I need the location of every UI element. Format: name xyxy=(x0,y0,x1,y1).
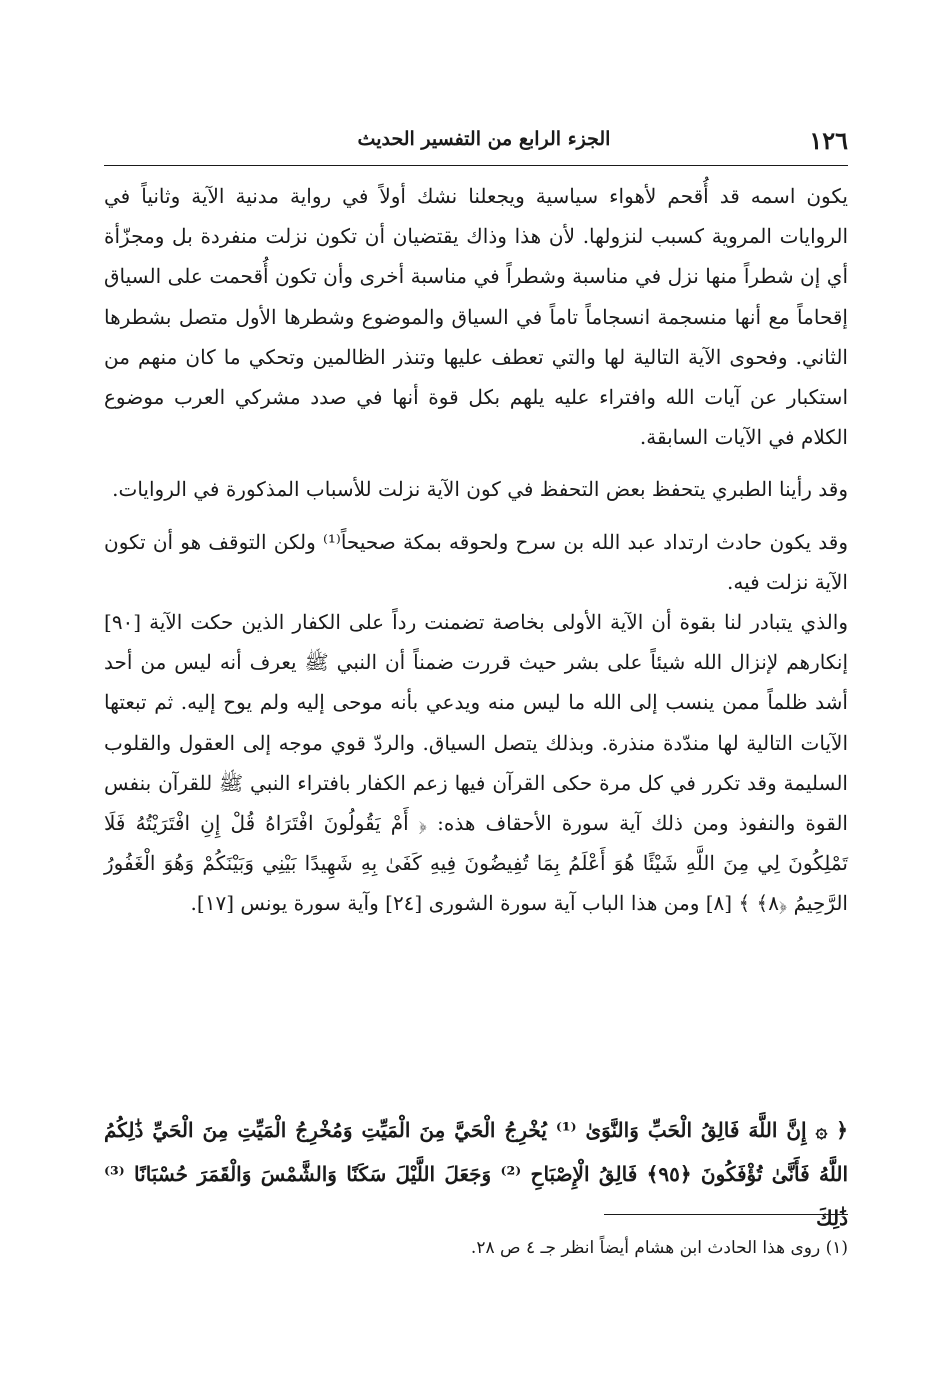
main-text xyxy=(104,176,848,924)
footnote-divider xyxy=(604,1214,848,1215)
quran-verse-block xyxy=(104,1108,848,1240)
paragraph-2: وقد رأينا الطبري يتحفظ بعض التحفظ في كون الآية نزلت للأسباب المذكورة في الروايات. xyxy=(112,477,848,502)
paragraph-3: وقد يكون حادث ارتداد عبد الله بن سرح ولحوقه بمكة صحيحاً⁽¹⁾ ولكن التوقف هو أن تكون الآية نزلت فيه. xyxy=(104,529,849,594)
page-header xyxy=(104,124,848,168)
header-divider xyxy=(104,165,848,166)
page-number: ١٢٦ xyxy=(809,126,848,155)
running-title: الجزء الرابع من التفسير الحديث xyxy=(357,128,611,150)
paragraph-1: يكون اسمه قد أُقحم لأهواء سياسية ويجعلنا نشك أولاً في رواية مدنية الآية وثانياً في الروايات المروية كسبب لنزولها. لأن هذا وذاك يقتضيان أن تكون نزلت منفردة بل ومجزّأة أي إن شطراً منها نزل في مناسبة وشطراً في مناسبة أخرى وأن تكون أُقحمت على السياق إقحاماً مع أنها منسجمة انسجاماً تاماً في السياق والموضوع وشطرها الأول متصل بشطرها الثاني. وفحوى الآية التالية لها والتي تعطف عليها وتنذر الظالمين وتحكي ما كان منهم من استكبار عن آيات الله وافتراء عليه يلهم بكل قوة أنها في صدد مشركي العرب موضوع الكلام في الآيات السابقة. xyxy=(104,184,848,450)
footnotes xyxy=(104,1234,848,1262)
paragraph-4: والذي يتبادر لنا بقوة أن الآية الأولى بخاصة تضمنت رداً على الكفار الذين حكت الآية [٩٠] إنكارهم لإنزال الله شيئاً على بشر حيث قررت ضمناً أن النبي ﷺ يعرف أنه ليس من أحد أشد ظلماً ممن ينسب إلى الله ما ليس منه ويدعي بأنه موحى إليه ولم يوح إليه. ثم تبعتها الآيات التالية لها مندّدة منذرة. وبذلك يتصل السياق. والردّ قوي موجه إلى العقول والقلوب السليمة وقد تكرر في كل مرة حكى القرآن فيها زعم الكفار بافتراء النبي ﷺ للقرآن بنفس القوة والنفوذ ومن ذلك آية سورة الأحقاف هذه: ﴿ أَمْ يَقُولُونَ افْتَرَاهُ قُلْ إِنِ افْتَرَيْتُهُ فَلَا تَمْلِكُونَ لِي مِنَ اللَّهِ شَيْئًا هُوَ أَعْلَمُ بِمَا تُفِيضُونَ فِيهِ كَفَىٰ بِهِ شَهِيدًا بَيْنِي وَبَيْنَكُمْ وَهُوَ الْغَفُورُ الرَّحِيمُ ﴿٨﴾ ﴾ [٨] ومن هذا الباب آية سورة الشورى [٢٤] وآية سورة يونس [١٧]. xyxy=(104,610,848,916)
quran-verse: ﴿ ۞ إِنَّ اللَّهَ فَالِقُ الْحَبِّ وَالنَّوَىٰ ⁽¹⁾ يُخْرِجُ الْحَيَّ مِنَ الْمَيِّتِ وَمُخْرِجُ الْمَيِّتِ مِنَ الْحَيِّ ذَٰلِكُمُ اللَّهُ فَأَنَّىٰ تُؤْفَكُونَ ﴿٩٥﴾ فَالِقُ الْإِصْبَاحِ ⁽²⁾ وَجَعَلَ اللَّيْلَ سَكَنًا وَالشَّمْسَ وَالْقَمَرَ حُسْبَانًا ⁽³⁾ ذَٰلِكَ xyxy=(104,1118,848,1230)
footnote-1: (١) روى هذا الحادث ابن هشام أيضاً انظر جـ ٤ ص ٢٨. xyxy=(470,1238,848,1258)
